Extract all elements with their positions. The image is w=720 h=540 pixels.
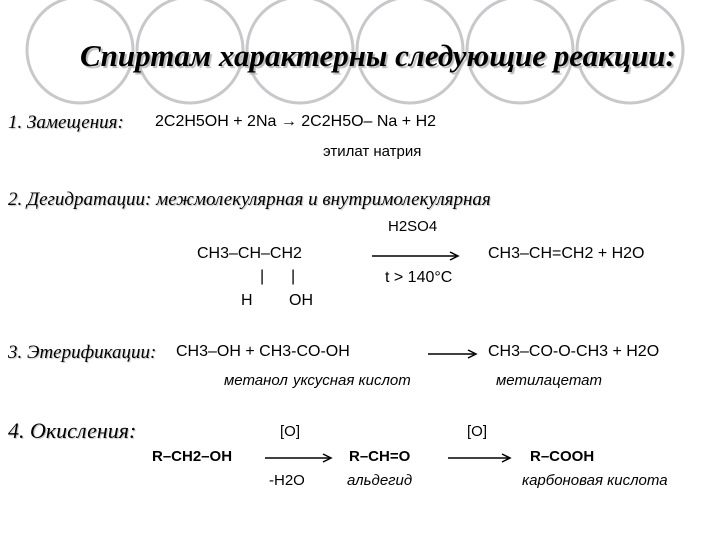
byproduct-water: -H2O <box>269 472 305 489</box>
oxidation-acid: R–COOH <box>530 448 595 465</box>
caption-sodium-ethoxide: этилат натрия <box>323 143 422 160</box>
slide-title: Спиртам характерны следующие реакции: <box>80 38 676 73</box>
oxidation-start: R–CH2–OH <box>152 448 233 465</box>
arrow-oxidation-1 <box>265 451 335 465</box>
reagent-oxygen-1: [O] <box>280 423 301 440</box>
label-methyl-acetate: метилацетат <box>496 372 603 389</box>
label-carboxylic-acid: карбоновая кислота <box>522 472 668 489</box>
heading-dehydration: 2. Дегидратации: межмолекулярная и внутримолекулярная <box>8 189 491 210</box>
substituent-h: H <box>241 292 253 309</box>
reagent-oxygen-2: [O] <box>467 423 488 440</box>
label-methanol: метанол <box>224 372 288 389</box>
arrow-esterification <box>428 347 480 361</box>
equation-substitution: 2C2H5OH + 2Na → 2C2H5O– Na + H2 <box>155 113 437 130</box>
arrow-dehydration <box>372 249 462 263</box>
arrow-oxidation-2 <box>448 451 514 465</box>
condition-temperature: t > 140°C <box>385 269 453 286</box>
oxidation-aldehyde: R–CH=O <box>349 448 411 465</box>
substituent-oh: OH <box>289 292 313 309</box>
label-aldehyde: альдегид <box>347 472 413 489</box>
label-acetic-acid: уксусная кислот <box>293 372 411 389</box>
heading-oxidation: 4. Окисления: <box>8 418 137 443</box>
reactants-esterification: CH3–OH + CH3-CO-OH <box>176 343 350 360</box>
catalyst-h2so4: H2SO4 <box>388 218 438 235</box>
product-propene: CH3–CH=CH2 + H2O <box>488 245 645 262</box>
products-esterification: CH3–CO-O-CH3 + H2O <box>488 343 660 360</box>
bond-right: | <box>291 268 296 285</box>
heading-substitution: 1. Замещения: <box>8 112 124 133</box>
bond-left: | <box>260 268 265 285</box>
heading-esterification: 3. Этерификации: <box>8 342 157 363</box>
reactant-propanol: CH3–CH–CH2 <box>197 245 302 262</box>
